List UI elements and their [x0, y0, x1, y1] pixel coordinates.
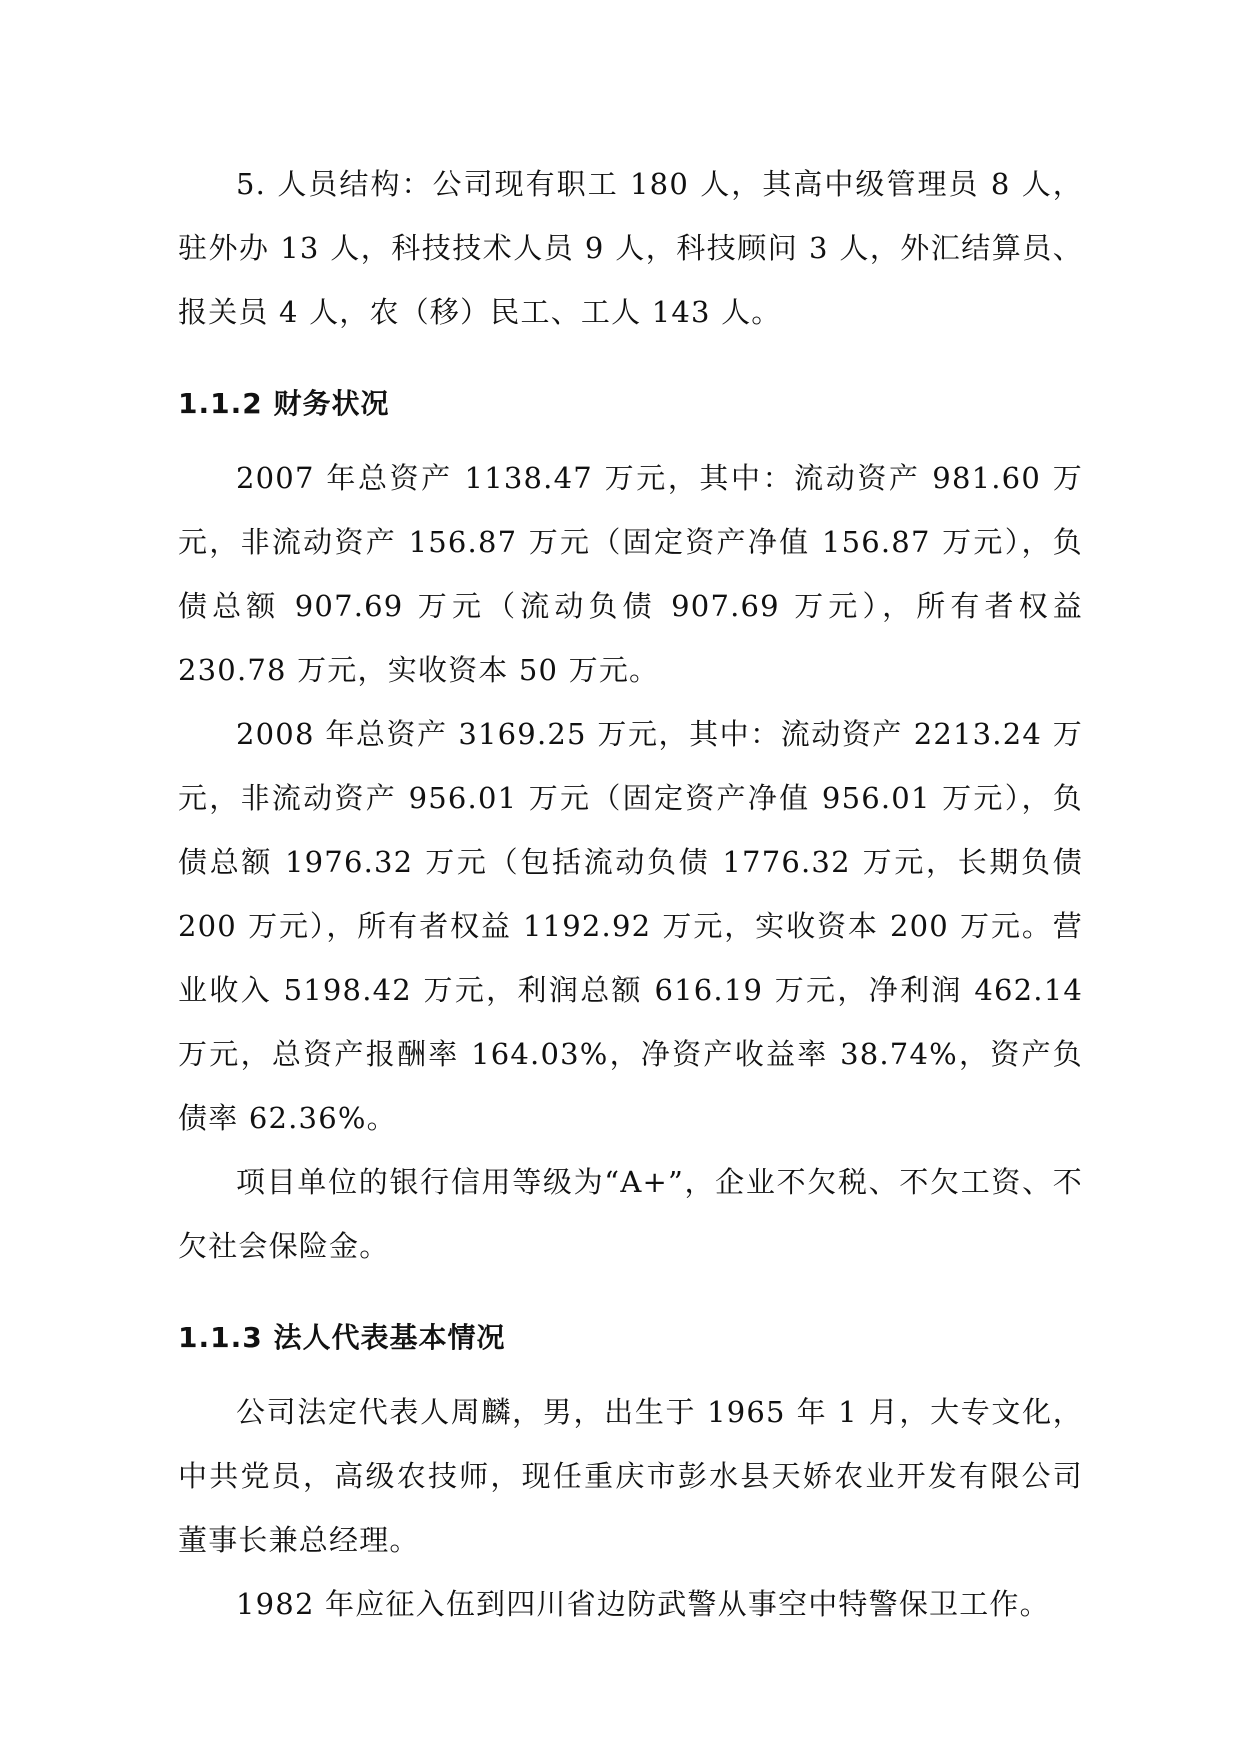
heading-financial-status: 1.1.2 财务状况 [178, 387, 390, 420]
paragraph-credit-rating: 项目单位的银行信用等级为“A+”，企业不欠税、不欠工资、不欠社会保险金。 [178, 1165, 1083, 1263]
paragraph-staff-structure: 5. 人员结构：公司现有职工 180 人，其高中级管理员 8 人，驻外办 13 人，科技技术人员 9 人，科技顾问 3 人，外汇结算员、报关员 4 人，农（移）民工、工人 143 人。 [178, 167, 1083, 329]
document-body [178, 152, 1083, 1636]
paragraph-2008-finance: 2008 年总资产 3169.25 万元，其中：流动资产 2213.24 万元，非流动资产 956.01 万元（固定资产净值 956.01 万元），负债总额 1976.32 万元（包括流动负债 1776.32 万元，长期负债 200 万元），所有者权益 1192.92 万元，实收资本 200 万元。营业收入 5198.42 万元，利润总额 616.19 万元，净利润 462.14 万元，总资产报酬率 164.03%，净资产收益率 38.74%，资产负债率 62.36%。 [178, 717, 1083, 1135]
paragraph-representative-profile: 公司法定代表人周麟，男，出生于 1965 年 1 月，大专文化，中共党员，高级农技师，现任重庆市彭水县天娇农业开发有限公司董事长兼总经理。 [178, 1395, 1083, 1557]
heading-legal-representative: 1.1.3 法人代表基本情况 [178, 1321, 506, 1354]
paragraph-1982-service: 1982 年应征入伍到四川省边防武警从事空中特警保卫工作。 [236, 1587, 1050, 1621]
paragraph-2007-finance: 2007 年总资产 1138.47 万元，其中：流动资产 981.60 万元，非流动资产 156.87 万元（固定资产净值 156.87 万元），负债总额 907.69 万元（流动负债 907.69 万元），所有者权益 230.78 万元，实收资本 50 万元。 [178, 461, 1083, 687]
